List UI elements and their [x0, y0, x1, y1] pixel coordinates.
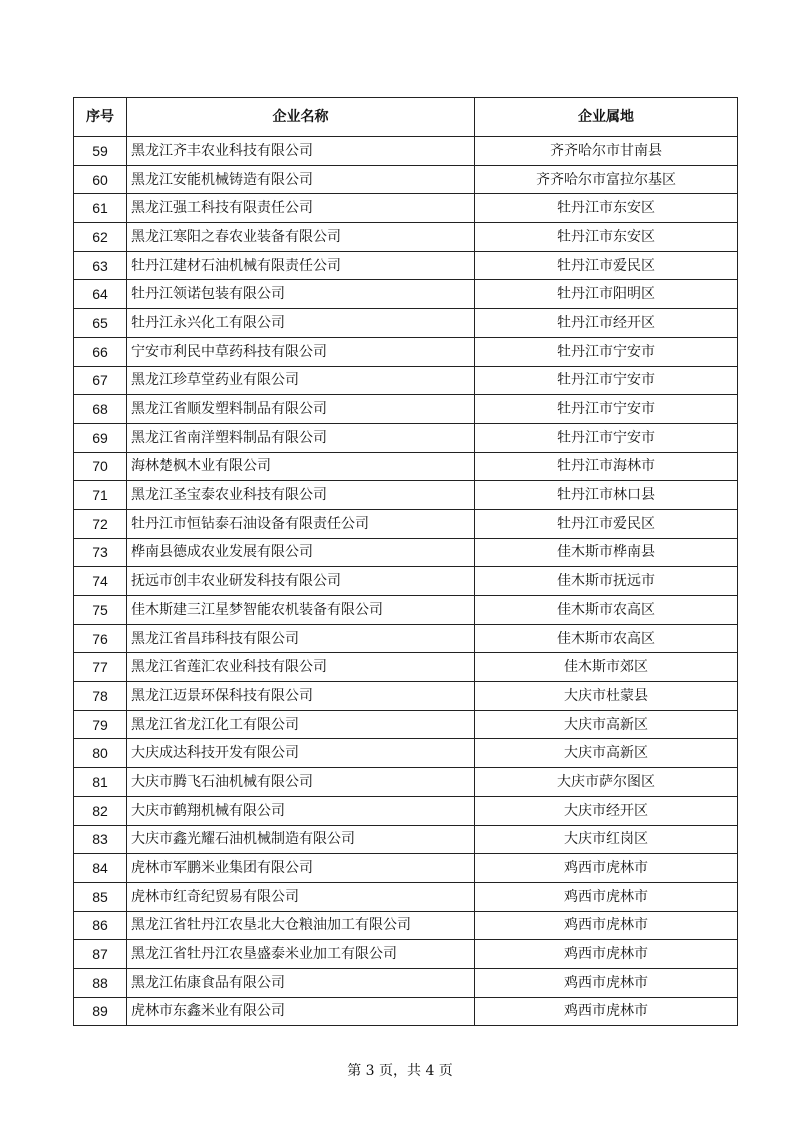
row-enterprise-location: 佳木斯市农高区 — [475, 624, 738, 653]
enterprise-table — [73, 97, 738, 1026]
row-enterprise-location: 大庆市高新区 — [475, 739, 738, 768]
row-enterprise-location: 牡丹江市经开区 — [475, 309, 738, 338]
row-enterprise-location: 鸡西市虎林市 — [475, 968, 738, 997]
table-row — [74, 997, 738, 1026]
row-enterprise-name: 黑龙江齐丰农业科技有限公司 — [127, 137, 475, 166]
row-enterprise-location: 牡丹江市宁安市 — [475, 423, 738, 452]
row-enterprise-name: 宁安市利民中草药科技有限公司 — [127, 337, 475, 366]
row-enterprise-location: 牡丹江市爱民区 — [475, 509, 738, 538]
row-enterprise-name: 黑龙江省顺发塑料制品有限公司 — [127, 395, 475, 424]
table-row — [74, 968, 738, 997]
table-row — [74, 796, 738, 825]
row-enterprise-location: 鸡西市虎林市 — [475, 911, 738, 940]
row-enterprise-location: 佳木斯市郊区 — [475, 653, 738, 682]
table-row — [74, 337, 738, 366]
table-row — [74, 194, 738, 223]
row-enterprise-name: 黑龙江安能机械铸造有限公司 — [127, 165, 475, 194]
row-enterprise-name: 大庆市鹤翔机械有限公司 — [127, 796, 475, 825]
row-serial-number: 64 — [74, 280, 127, 309]
row-enterprise-location: 齐齐哈尔市甘南县 — [475, 137, 738, 166]
row-serial-number: 72 — [74, 509, 127, 538]
table-row — [74, 624, 738, 653]
page-footer: 第 3 页，共 4 页 — [347, 1063, 453, 1079]
row-serial-number: 77 — [74, 653, 127, 682]
table-header-row — [74, 98, 738, 137]
row-serial-number: 67 — [74, 366, 127, 395]
table-row — [74, 710, 738, 739]
table-row — [74, 280, 738, 309]
row-enterprise-name: 黑龙江迈景环保科技有限公司 — [127, 682, 475, 711]
row-enterprise-location: 牡丹江市宁安市 — [475, 395, 738, 424]
row-enterprise-name: 抚远市创丰农业研发科技有限公司 — [127, 567, 475, 596]
table-row — [74, 452, 738, 481]
row-enterprise-name: 佳木斯建三江星梦智能农机装备有限公司 — [127, 596, 475, 625]
row-serial-number: 87 — [74, 940, 127, 969]
row-serial-number: 79 — [74, 710, 127, 739]
row-enterprise-location: 牡丹江市林口县 — [475, 481, 738, 510]
row-enterprise-location: 鸡西市虎林市 — [475, 854, 738, 883]
table-row — [74, 251, 738, 280]
row-serial-number: 75 — [74, 596, 127, 625]
row-enterprise-location: 齐齐哈尔市富拉尔基区 — [475, 165, 738, 194]
row-enterprise-location: 大庆市杜蒙县 — [475, 682, 738, 711]
row-enterprise-location: 佳木斯市抚远市 — [475, 567, 738, 596]
row-enterprise-name: 黑龙江省昌玮科技有限公司 — [127, 624, 475, 653]
table-row — [74, 567, 738, 596]
row-enterprise-name: 大庆成达科技开发有限公司 — [127, 739, 475, 768]
row-enterprise-name: 牡丹江永兴化工有限公司 — [127, 309, 475, 338]
row-enterprise-location: 牡丹江市海林市 — [475, 452, 738, 481]
row-enterprise-name: 黑龙江佑康食品有限公司 — [127, 968, 475, 997]
table-row — [74, 309, 738, 338]
row-enterprise-name: 虎林市红奇纪贸易有限公司 — [127, 882, 475, 911]
row-serial-number: 69 — [74, 423, 127, 452]
row-enterprise-location: 佳木斯市农高区 — [475, 596, 738, 625]
row-serial-number: 85 — [74, 882, 127, 911]
row-serial-number: 89 — [74, 997, 127, 1026]
row-serial-number: 76 — [74, 624, 127, 653]
row-enterprise-location: 大庆市经开区 — [475, 796, 738, 825]
row-enterprise-location: 佳木斯市桦南县 — [475, 538, 738, 567]
row-serial-number: 60 — [74, 165, 127, 194]
row-serial-number: 65 — [74, 309, 127, 338]
table-row — [74, 739, 738, 768]
row-enterprise-location: 牡丹江市东安区 — [475, 223, 738, 252]
row-serial-number: 86 — [74, 911, 127, 940]
row-enterprise-name: 黑龙江省莲汇农业科技有限公司 — [127, 653, 475, 682]
row-enterprise-name: 黑龙江省牡丹江农垦盛泰米业加工有限公司 — [127, 940, 475, 969]
table-row — [74, 423, 738, 452]
row-enterprise-location: 鸡西市虎林市 — [475, 940, 738, 969]
row-enterprise-name: 桦南县德成农业发展有限公司 — [127, 538, 475, 567]
row-serial-number: 84 — [74, 854, 127, 883]
row-enterprise-location: 大庆市红岗区 — [475, 825, 738, 854]
row-serial-number: 88 — [74, 968, 127, 997]
row-serial-number: 71 — [74, 481, 127, 510]
row-serial-number: 66 — [74, 337, 127, 366]
table-row — [74, 366, 738, 395]
row-enterprise-location: 牡丹江市东安区 — [475, 194, 738, 223]
row-enterprise-location: 鸡西市虎林市 — [475, 997, 738, 1026]
table-row — [74, 911, 738, 940]
table-row — [74, 165, 738, 194]
row-enterprise-name: 大庆市腾飞石油机械有限公司 — [127, 768, 475, 797]
row-enterprise-name: 黑龙江圣宝泰农业科技有限公司 — [127, 481, 475, 510]
header-enterprise-name: 企业名称 — [127, 98, 475, 137]
row-enterprise-location: 大庆市高新区 — [475, 710, 738, 739]
row-enterprise-name: 黑龙江省南洋塑料制品有限公司 — [127, 423, 475, 452]
row-enterprise-name: 黑龙江省龙江化工有限公司 — [127, 710, 475, 739]
row-enterprise-location: 牡丹江市爱民区 — [475, 251, 738, 280]
header-serial-number: 序号 — [74, 98, 127, 137]
row-serial-number: 63 — [74, 251, 127, 280]
table-row — [74, 538, 738, 567]
row-serial-number: 82 — [74, 796, 127, 825]
row-serial-number: 61 — [74, 194, 127, 223]
row-enterprise-name: 牡丹江领诺包装有限公司 — [127, 280, 475, 309]
table-row — [74, 596, 738, 625]
row-serial-number: 59 — [74, 137, 127, 166]
row-enterprise-name: 黑龙江强工科技有限责任公司 — [127, 194, 475, 223]
table-row — [74, 882, 738, 911]
table-row — [74, 481, 738, 510]
table-row — [74, 682, 738, 711]
row-enterprise-name: 虎林市军鹏米业集团有限公司 — [127, 854, 475, 883]
table-row — [74, 509, 738, 538]
row-enterprise-name: 牡丹江市恒钻泰石油设备有限责任公司 — [127, 509, 475, 538]
row-enterprise-location: 鸡西市虎林市 — [475, 882, 738, 911]
row-enterprise-name: 虎林市东鑫米业有限公司 — [127, 997, 475, 1026]
table-row — [74, 137, 738, 166]
table-row — [74, 653, 738, 682]
table-row — [74, 768, 738, 797]
row-serial-number: 62 — [74, 223, 127, 252]
row-enterprise-name: 黑龙江珍草堂药业有限公司 — [127, 366, 475, 395]
table-row — [74, 854, 738, 883]
row-serial-number: 68 — [74, 395, 127, 424]
table-row — [74, 223, 738, 252]
row-serial-number: 80 — [74, 739, 127, 768]
row-enterprise-location: 牡丹江市宁安市 — [475, 366, 738, 395]
row-enterprise-name: 黑龙江寒阳之春农业装备有限公司 — [127, 223, 475, 252]
row-serial-number: 83 — [74, 825, 127, 854]
row-serial-number: 74 — [74, 567, 127, 596]
row-serial-number: 78 — [74, 682, 127, 711]
table-row — [74, 395, 738, 424]
table-row — [74, 940, 738, 969]
row-enterprise-name: 海林楚枫木业有限公司 — [127, 452, 475, 481]
row-serial-number: 73 — [74, 538, 127, 567]
row-enterprise-location: 大庆市萨尔图区 — [475, 768, 738, 797]
row-enterprise-location: 牡丹江市阳明区 — [475, 280, 738, 309]
row-serial-number: 81 — [74, 768, 127, 797]
row-enterprise-location: 牡丹江市宁安市 — [475, 337, 738, 366]
header-enterprise-location: 企业属地 — [475, 98, 738, 137]
row-enterprise-name: 大庆市鑫光耀石油机械制造有限公司 — [127, 825, 475, 854]
row-enterprise-name: 牡丹江建材石油机械有限责任公司 — [127, 251, 475, 280]
table-body — [74, 137, 738, 1026]
row-enterprise-name: 黑龙江省牡丹江农垦北大仓粮油加工有限公司 — [127, 911, 475, 940]
enterprise-table-container — [73, 97, 737, 1026]
table-row — [74, 825, 738, 854]
row-serial-number: 70 — [74, 452, 127, 481]
